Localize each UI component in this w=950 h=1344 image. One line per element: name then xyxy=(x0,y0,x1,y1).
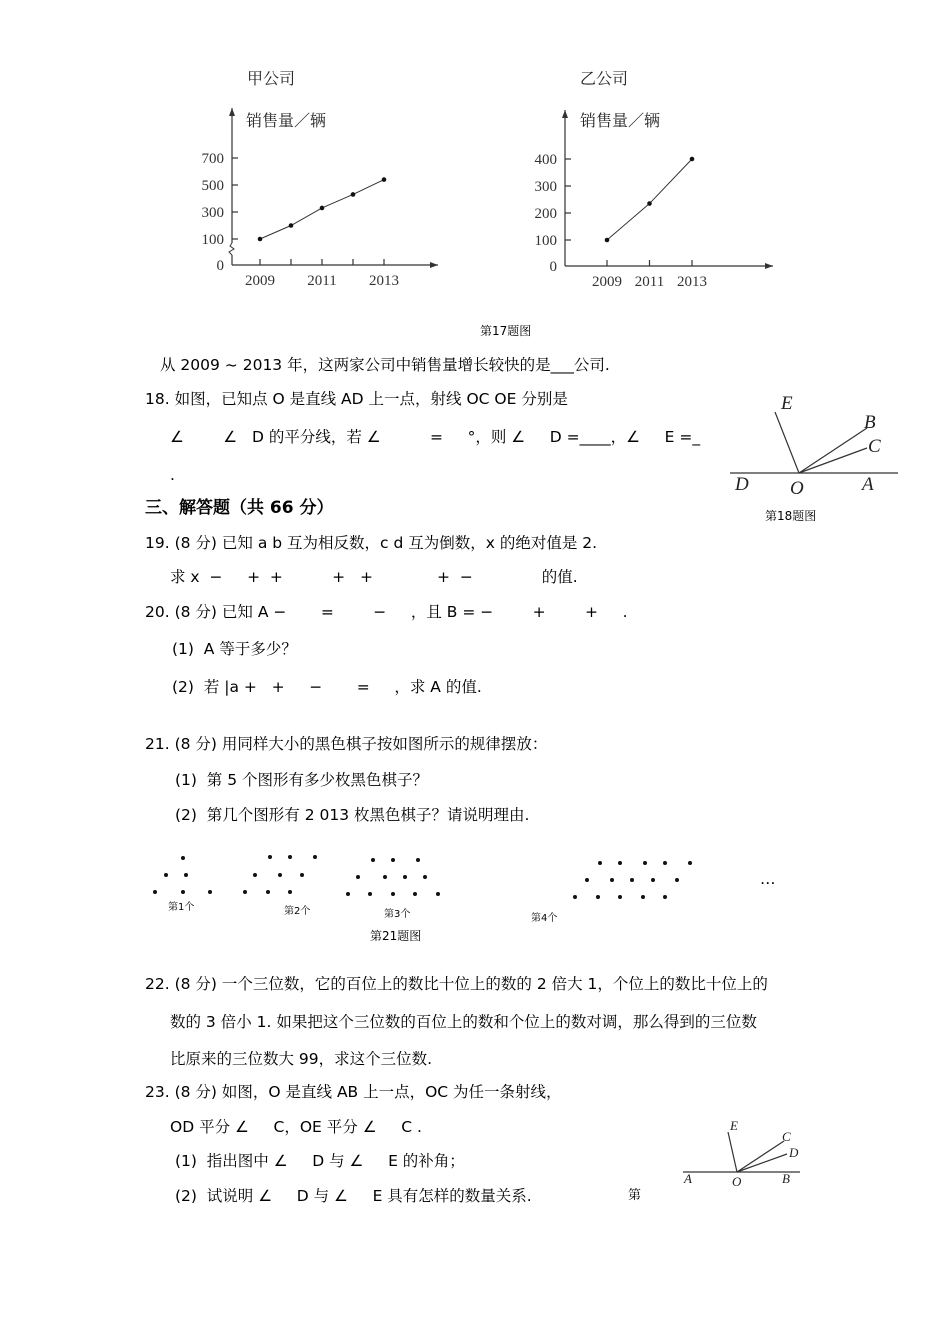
x-tick-label: 2013 xyxy=(677,274,707,290)
y-axis-arrow xyxy=(229,108,235,116)
chess-piece-3 xyxy=(356,875,360,879)
q22-line1: 22. (8 分) 一个三位数，它的百位上的数比十位上的数的 2 倍大 1，个位上的数比十位上的 xyxy=(145,975,768,993)
chess-piece-3 xyxy=(416,858,420,862)
point-label-O: O xyxy=(790,478,804,499)
chess-piece-1 xyxy=(164,873,168,877)
q23-line2: OD 平分 ∠ C，OE 平分 ∠ C . xyxy=(170,1118,422,1136)
pattern-label-3: 第3个 xyxy=(384,909,411,920)
x-tick-label: 2011 xyxy=(634,274,665,290)
point-label-A: A xyxy=(684,1171,692,1186)
chess-piece-1 xyxy=(181,890,185,894)
q18-line3: . xyxy=(170,466,175,484)
y-tick-label: 400 xyxy=(534,152,557,168)
chess-piece-4 xyxy=(598,861,602,865)
q21-sub1: (1) 第 5 个图形有多少枚黑色棋子？ xyxy=(175,771,429,789)
q20-line1: 20. (8 分) 已知 A − = − ，且 B = − + + . xyxy=(145,603,628,621)
pattern-ellipsis: … xyxy=(760,870,776,888)
section-heading: 三、解答题（共 66 分） xyxy=(145,498,334,518)
chess-piece-2 xyxy=(266,890,270,894)
q19-line2: 求 x − + + + + + − 的值. xyxy=(170,568,578,586)
q20-sub2: (2) 若 |a + + − = ，求 A 的值. xyxy=(172,678,482,696)
chess-piece-2 xyxy=(313,855,317,859)
chess-piece-3 xyxy=(391,892,395,896)
x-tick-label: 2009 xyxy=(245,273,275,289)
q17-text: 从 2009 ~ 2013 年，这两家公司中销售量增长较快的是___公司. xyxy=(160,356,610,374)
pattern-label-1: 第1个 xyxy=(168,902,195,913)
chess-piece-3 xyxy=(436,892,440,896)
y-tick-label: 500 xyxy=(201,178,224,194)
chart-title: 甲公司 xyxy=(247,69,296,88)
chess-piece-2 xyxy=(300,873,304,877)
y-tick-label: 100 xyxy=(201,232,224,248)
y-axis-arrow xyxy=(562,110,568,118)
x-tick-label: 2011 xyxy=(307,273,337,289)
ray-OE xyxy=(775,412,799,473)
point-label-D: D xyxy=(789,1145,799,1160)
chess-piece-4 xyxy=(688,861,692,865)
q22-line2: 数的 3 倍小 1. 如果把这个三位数的百位上的数和个位上的数对调，那么得到的三位数 xyxy=(170,1013,757,1031)
chess-piece-4 xyxy=(641,895,645,899)
q20-sub1: (1) A 等于多少？ xyxy=(172,640,297,658)
chess-piece-2 xyxy=(288,855,292,859)
data-point xyxy=(690,157,695,162)
point-label-E: E xyxy=(730,1118,738,1133)
chess-piece-3 xyxy=(371,858,375,862)
chess-piece-1 xyxy=(153,890,157,894)
ray-OC xyxy=(799,448,867,473)
chess-piece-3 xyxy=(423,875,427,879)
data-point xyxy=(351,192,356,197)
chess-piece-4 xyxy=(663,861,667,865)
chess-piece-3 xyxy=(383,875,387,879)
chess-piece-2 xyxy=(288,890,292,894)
chess-piece-4 xyxy=(585,878,589,882)
point-label-B: B xyxy=(782,1171,790,1186)
axis-break xyxy=(229,243,234,255)
q21-sub2: (2) 第几个图形有 2 013 枚黑色棋子？请说明理由. xyxy=(175,806,530,824)
chart-title: 乙公司 xyxy=(580,69,629,88)
q23-line1: 23. (8 分) 如图，O 是直线 AB 上一点，OC 为任一条射线， xyxy=(145,1083,562,1101)
y-axis-label: 销售量／辆 xyxy=(246,111,327,130)
chess-piece-4 xyxy=(618,895,622,899)
point-label-E: E xyxy=(781,393,793,414)
chess-piece-1 xyxy=(184,873,188,877)
chess-piece-1 xyxy=(181,856,185,860)
figure17-caption: 第17题图 xyxy=(480,324,532,338)
y-tick-label: 300 xyxy=(534,179,557,195)
chess-piece-1 xyxy=(208,890,212,894)
data-point xyxy=(289,223,294,228)
y-tick-label: 0 xyxy=(549,259,557,275)
q22-line3: 比原来的三位数大 99，求这个三位数. xyxy=(170,1050,433,1068)
chess-piece-3 xyxy=(391,858,395,862)
point-label-B: B xyxy=(864,412,876,433)
chess-piece-3 xyxy=(403,875,407,879)
chess-piece-4 xyxy=(663,895,667,899)
data-point xyxy=(605,238,610,243)
ray-OD xyxy=(737,1154,787,1172)
y-tick-label: 200 xyxy=(534,206,557,222)
q21-line1: 21. (8 分) 用同样大小的黑色棋子按如图所示的规律摆放： xyxy=(145,735,548,753)
chess-piece-4 xyxy=(651,878,655,882)
data-point xyxy=(382,177,387,182)
data-point xyxy=(258,237,263,242)
chess-piece-4 xyxy=(643,861,647,865)
y-axis-label: 销售量／辆 xyxy=(580,111,661,130)
q18-line1: 18. 如图，已知点 O 是直线 AD 上一点，射线 OC OE 分别是 xyxy=(145,390,568,408)
point-label-C: C xyxy=(782,1129,791,1144)
pattern-label-2: 第2个 xyxy=(284,906,311,917)
q23-sub2: (2) 试说明 ∠ D 与 ∠ E 具有怎样的数量关系. xyxy=(175,1187,532,1205)
figure21-caption: 第21题图 xyxy=(370,929,422,943)
chess-piece-4 xyxy=(573,895,577,899)
y-tick-label: 100 xyxy=(534,233,557,249)
point-label-D: D xyxy=(735,474,749,495)
chess-piece-3 xyxy=(413,892,417,896)
x-axis-arrow xyxy=(765,263,773,269)
chess-piece-4 xyxy=(596,895,600,899)
chess-piece-2 xyxy=(268,855,272,859)
chess-piece-2 xyxy=(253,873,257,877)
figure18-caption: 第18题图 xyxy=(765,509,817,523)
chess-piece-4 xyxy=(630,878,634,882)
chess-piece-2 xyxy=(278,873,282,877)
q18-line2: ∠ ∠ D 的平分线，若 ∠ = °，则 ∠ D =____，∠ E =_ xyxy=(170,428,701,446)
x-tick-label: 2009 xyxy=(592,274,622,290)
q23-sub1: (1) 指出图中 ∠ D 与 ∠ E 的补角； xyxy=(175,1152,465,1170)
pattern-label-4: 第4个 xyxy=(531,913,558,924)
chess-piece-3 xyxy=(346,892,350,896)
ray-OB xyxy=(799,428,867,473)
chess-piece-3 xyxy=(368,892,372,896)
ray-OC xyxy=(737,1141,784,1172)
y-tick-label: 700 xyxy=(201,151,224,167)
series-line xyxy=(607,159,692,240)
x-axis-arrow xyxy=(430,262,438,268)
point-label-O: O xyxy=(732,1174,742,1189)
chess-piece-4 xyxy=(618,861,622,865)
figure23-caption-partial: 第 xyxy=(628,1188,642,1203)
y-tick-label: 300 xyxy=(201,205,224,221)
chess-piece-4 xyxy=(610,878,614,882)
data-point xyxy=(320,206,325,211)
point-label-C: C xyxy=(868,436,881,457)
chess-piece-4 xyxy=(675,878,679,882)
x-tick-label: 2013 xyxy=(369,273,399,289)
data-point xyxy=(647,201,652,206)
chess-piece-2 xyxy=(243,890,247,894)
q19-line1: 19. (8 分) 已知 a b 互为相反数，c d 互为倒数，x 的绝对值是 2. xyxy=(145,534,598,552)
ray-OE xyxy=(728,1132,737,1172)
y-tick-label: 0 xyxy=(216,258,224,274)
point-label-A: A xyxy=(862,474,874,495)
